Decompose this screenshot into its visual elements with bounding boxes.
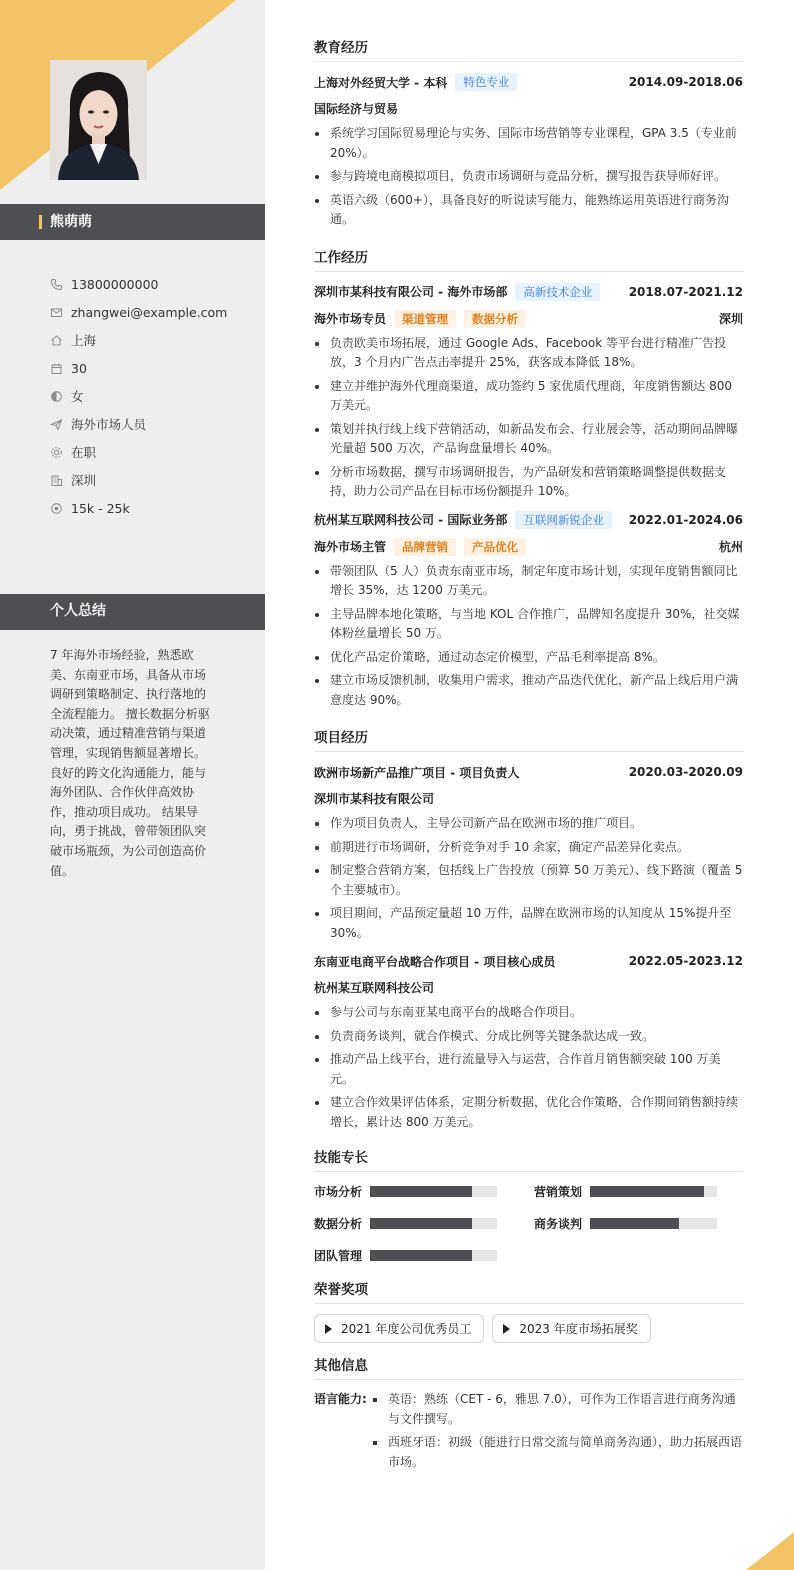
skill-bar-fill bbox=[370, 1186, 472, 1197]
job-entry bbox=[314, 282, 743, 502]
profile-photo bbox=[50, 60, 147, 180]
summary-text: 7 年海外市场经验，熟悉欧美、东南亚市场，具备从市场调研到策略制定、执行落地的全流程能力。 擅长数据分析驱动决策，通过精准营销与渠道管理，实现销售额显著增长。良好的跨文化沟通能力，能与海外团队、合作伙伴高效协作，推动项目成功。 结果导向，勇于挑战，曾带领团队突破市场瓶颈，为公司创造高价值。 bbox=[50, 648, 210, 878]
skill-name: 营销策划 bbox=[534, 1184, 583, 1199]
home-icon bbox=[50, 334, 63, 347]
play-triangle-icon bbox=[503, 1324, 510, 1334]
school-name: 上海对外经贸大学 - 本科 bbox=[314, 75, 448, 90]
job-role-line bbox=[314, 309, 743, 329]
job-role: 海外市场主管 bbox=[314, 539, 387, 554]
job-date: 2022.01-2024.06 bbox=[628, 512, 743, 527]
list-item: 作为项目负责人，主导公司新产品在欧洲市场的推广项目。 bbox=[314, 814, 743, 834]
contact-salary bbox=[50, 494, 250, 522]
skill-bar-fill bbox=[370, 1218, 472, 1229]
contact-age bbox=[50, 354, 250, 382]
project-org-text: 深圳市某科技有限公司 bbox=[314, 792, 435, 806]
job-role: 海外市场专员 bbox=[314, 311, 387, 326]
summary-bar bbox=[0, 594, 265, 630]
project-org-text: 杭州某互联网科技公司 bbox=[314, 981, 435, 995]
project-date: 2020.03-2020.09 bbox=[628, 765, 743, 779]
skill-bar bbox=[590, 1218, 717, 1229]
list-item: 英语六级（600+），具备良好的听说读写能力，能熟练运用英语进行商务沟通。 bbox=[314, 191, 743, 230]
contact-gender-text: 女 bbox=[71, 389, 84, 404]
section-title-work: 工作经历 bbox=[314, 250, 743, 272]
role-tag: 品牌营销 bbox=[394, 538, 456, 556]
building-icon bbox=[50, 474, 63, 487]
education-bullets bbox=[314, 124, 743, 230]
contact-status bbox=[50, 438, 250, 466]
education-header bbox=[314, 72, 743, 92]
other-section bbox=[314, 1358, 743, 1476]
job-city: 杭州 bbox=[718, 539, 743, 554]
mail-icon bbox=[50, 306, 63, 319]
contact-location-text: 上海 bbox=[71, 333, 97, 348]
language-info bbox=[314, 1390, 743, 1476]
contact-salary-text: 15k - 25k bbox=[71, 500, 130, 516]
role-tag: 产品优化 bbox=[464, 538, 526, 556]
contact-age-text: 30 bbox=[71, 360, 87, 376]
skill-bar bbox=[370, 1218, 497, 1229]
list-item: 优化产品定价策略，通过动态定价模型，产品毛利率提高 8%。 bbox=[314, 648, 743, 668]
job-bullets bbox=[314, 562, 743, 711]
education-date: 2014.09-2018.06 bbox=[628, 75, 743, 89]
skill-bar-fill bbox=[590, 1218, 679, 1229]
contact-email bbox=[50, 298, 250, 326]
contact-phone-text: 13800000000 bbox=[71, 276, 159, 292]
list-item: 推动产品上线平台，进行流量导入与运营，合作首月销售额突破 100 万美元。 bbox=[314, 1050, 743, 1089]
job-date: 2018.07-2021.12 bbox=[628, 284, 743, 299]
skill-bar bbox=[370, 1250, 497, 1261]
job-role-line bbox=[314, 537, 743, 557]
school-tag: 特色专业 bbox=[455, 73, 517, 91]
awards-list bbox=[314, 1314, 743, 1343]
list-item: 策划并执行线上线下营销活动，如新品发布会、行业展会等，活动期间品牌曝光量超 500 万次，产品询盘量增长 40%。 bbox=[314, 420, 743, 459]
salary-icon bbox=[50, 502, 63, 515]
skill-name: 商务谈判 bbox=[534, 1216, 583, 1231]
skill-item bbox=[314, 1214, 534, 1232]
candidate-name: 熊萌萌 bbox=[50, 214, 92, 230]
status-icon bbox=[50, 446, 63, 459]
role-tag: 渠道管理 bbox=[394, 310, 456, 328]
work-section bbox=[314, 250, 743, 711]
skill-bar bbox=[370, 1186, 497, 1197]
contact-email-text: zhangwei@example.com bbox=[71, 304, 228, 320]
education-section bbox=[314, 40, 743, 230]
main-content bbox=[314, 40, 743, 1476]
award-text: 2021 年度公司优秀员工 bbox=[341, 1322, 472, 1336]
skill-name: 团队管理 bbox=[314, 1248, 363, 1263]
company-name: 深圳市某科技有限公司 - 海外市场部 bbox=[314, 285, 508, 299]
list-item: 建立市场反馈机制，收集用户需求，推动产品迭代优化，新产品上线后用户满意度达 90%。 bbox=[314, 671, 743, 710]
company-tag: 互联网新锐企业 bbox=[515, 511, 612, 529]
section-title-other: 其他信息 bbox=[314, 1358, 743, 1380]
skill-item bbox=[314, 1246, 534, 1264]
project-name: 欧洲市场新产品推广项目 - 项目负责人 bbox=[314, 765, 520, 780]
list-item: 分析市场数据，撰写市场调研报告，为产品研发和营销策略调整提供数据支持，助力公司产品在目标市场份额提升 10%。 bbox=[314, 463, 743, 502]
corner-decoration-bottom bbox=[746, 1532, 794, 1570]
list-item: 参与公司与东南亚某电商平台的战略合作项目。 bbox=[314, 1003, 743, 1023]
section-title-awards: 荣誉奖项 bbox=[314, 1282, 743, 1304]
skills-grid bbox=[314, 1182, 743, 1264]
list-item: 前期进行市场调研，分析竞争对手 10 余家，确定产品差异化卖点。 bbox=[314, 838, 743, 858]
major bbox=[314, 99, 743, 119]
job-city: 深圳 bbox=[718, 311, 743, 326]
list-item: 建立合作效果评估体系，定期分析数据，优化合作策略，合作期间销售额持续增长，累计达 800 万美元。 bbox=[314, 1093, 743, 1132]
section-title-projects: 项目经历 bbox=[314, 730, 743, 752]
skill-item bbox=[534, 1214, 743, 1232]
contact-status-text: 在职 bbox=[71, 445, 97, 460]
skill-item bbox=[314, 1182, 534, 1200]
send-icon bbox=[50, 418, 63, 431]
list-item: 主导品牌本地化策略，与当地 KOL 合作推广，品牌知名度提升 30%，社交媒体粉丝量增长 50 万。 bbox=[314, 605, 743, 644]
name-accent-mark bbox=[39, 215, 42, 229]
skills-section bbox=[314, 1150, 743, 1264]
award-text: 2023 年度市场拓展奖 bbox=[519, 1322, 638, 1336]
contact-position-text: 海外市场人员 bbox=[71, 417, 147, 432]
contact-position bbox=[50, 410, 250, 438]
list-item: 参与跨境电商模拟项目，负责市场调研与竞品分析，撰写报告获导师好评。 bbox=[314, 167, 743, 187]
skill-name: 市场分析 bbox=[314, 1184, 363, 1199]
job-header bbox=[314, 282, 743, 302]
list-item: 制定整合营销方案，包括线上广告投放（预算 50 万美元）、线下路演（覆盖 5 个主要城市）。 bbox=[314, 861, 743, 900]
contact-list bbox=[50, 270, 250, 522]
project-name: 东南亚电商平台战略合作项目 - 项目核心成员 bbox=[314, 954, 556, 969]
award-item bbox=[492, 1314, 650, 1343]
project-date: 2022.05-2023.12 bbox=[628, 954, 743, 968]
contact-city-text: 深圳 bbox=[71, 473, 97, 488]
major-text: 国际经济与贸易 bbox=[314, 102, 399, 116]
list-item: 项目期间，产品预定量超 10 万件，品牌在欧洲市场的认知度从 15%提升至 30%。 bbox=[314, 904, 743, 943]
calendar-icon bbox=[50, 362, 63, 375]
contact-location bbox=[50, 326, 250, 354]
company-name: 杭州某互联网科技公司 - 国际业务部 bbox=[314, 513, 508, 527]
contact-city bbox=[50, 466, 250, 494]
project-org bbox=[314, 789, 743, 809]
project-bullets bbox=[314, 814, 743, 943]
role-tag: 数据分析 bbox=[464, 310, 526, 328]
project-entry bbox=[314, 951, 743, 1132]
project-header bbox=[314, 762, 743, 782]
project-bullets bbox=[314, 1003, 743, 1132]
section-title-skills: 技能专长 bbox=[314, 1150, 743, 1172]
language-label: 语言能力: bbox=[314, 1392, 367, 1406]
company-tag: 高新技术企业 bbox=[515, 283, 600, 301]
list-item: 带领团队（5 人）负责东南亚市场，制定年度市场计划，实现年度销售额同比增长 35%，达 1200 万美元。 bbox=[314, 562, 743, 601]
list-item: 负责欧美市场拓展，通过 Google Ads、Facebook 等平台进行精准广告投放，3 个月内广告点击率提升 25%，获客成本降低 18%。 bbox=[314, 334, 743, 373]
language-list bbox=[372, 1390, 743, 1476]
play-triangle-icon bbox=[325, 1324, 332, 1334]
list-item: 负责商务谈判，就合作模式、分成比例等关键条款达成一致。 bbox=[314, 1027, 743, 1047]
list-item: 英语：熟练（CET - 6，雅思 7.0），可作为工作语言进行商务沟通与文件撰写。 bbox=[372, 1390, 743, 1429]
contact-phone bbox=[50, 270, 250, 298]
skill-bar bbox=[590, 1186, 717, 1197]
contact-gender bbox=[50, 382, 250, 410]
skill-bar-fill bbox=[590, 1186, 704, 1197]
job-header bbox=[314, 510, 743, 530]
skill-item bbox=[534, 1182, 743, 1200]
section-title-education: 教育经历 bbox=[314, 40, 743, 62]
awards-section bbox=[314, 1282, 743, 1343]
skill-name: 数据分析 bbox=[314, 1216, 363, 1231]
projects-section bbox=[314, 730, 743, 1132]
project-header bbox=[314, 951, 743, 971]
list-item: 系统学习国际贸易理论与实务、国际市场营销等专业课程，GPA 3.5（专业前 20%）。 bbox=[314, 124, 743, 163]
award-item bbox=[314, 1314, 484, 1343]
skill-bar-fill bbox=[370, 1250, 472, 1261]
name-bar bbox=[0, 204, 265, 240]
phone-icon bbox=[50, 278, 63, 291]
gender-icon bbox=[50, 390, 63, 403]
list-item: 西班牙语：初级（能进行日常交流与简单商务沟通），助力拓展西语市场。 bbox=[372, 1433, 743, 1472]
list-item: 建立并维护海外代理商渠道，成功签约 5 家优质代理商，年度销售额达 800 万美元。 bbox=[314, 377, 743, 416]
sidebar bbox=[0, 0, 265, 1570]
job-bullets bbox=[314, 334, 743, 502]
project-org bbox=[314, 978, 743, 998]
job-entry bbox=[314, 510, 743, 711]
project-entry bbox=[314, 762, 743, 943]
summary-title: 个人总结 bbox=[50, 603, 106, 619]
